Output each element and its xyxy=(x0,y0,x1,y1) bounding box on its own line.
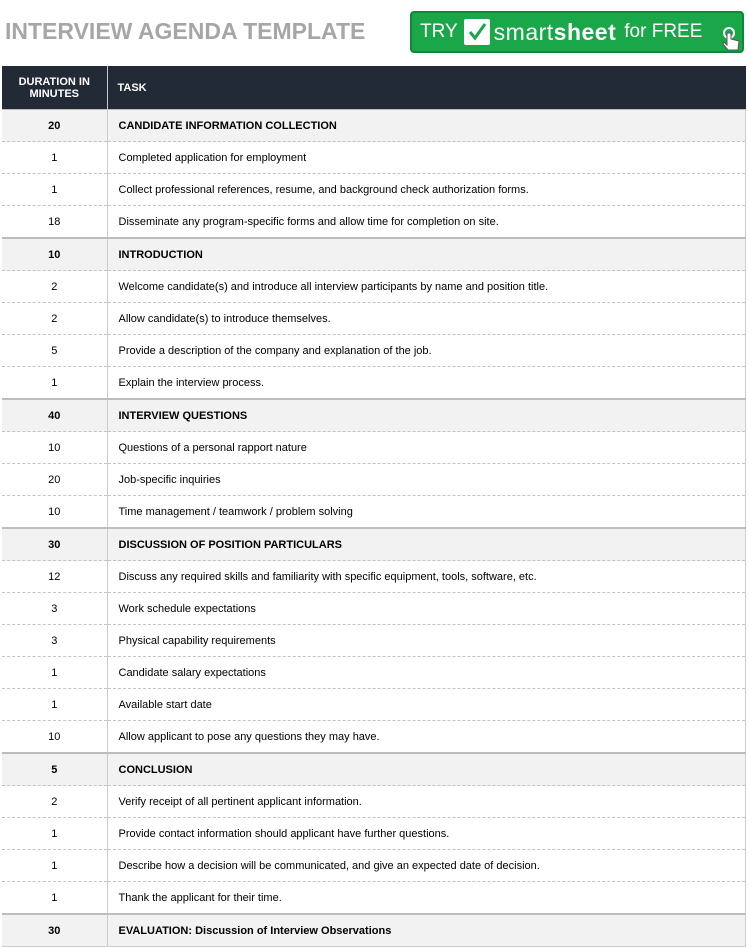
try-smartsheet-free-button[interactable] xyxy=(410,11,744,53)
table-row xyxy=(2,786,746,818)
duration-cell: 1 xyxy=(2,174,107,206)
section-row xyxy=(2,238,746,271)
duration-cell: 10 xyxy=(2,496,107,529)
duration-cell: 1 xyxy=(2,367,107,400)
pointer-hand-icon xyxy=(719,27,743,57)
table-row xyxy=(2,464,746,496)
task-cell: Completed application for employment xyxy=(107,142,746,174)
duration-cell: 1 xyxy=(2,818,107,850)
table-row xyxy=(2,142,746,174)
task-cell: Allow applicant to pose any questions they may have. xyxy=(107,721,746,754)
task-cell: Provide a description of the company and explanation of the job. xyxy=(107,335,746,367)
task-cell: CANDIDATE INFORMATION COLLECTION xyxy=(107,110,746,142)
table-row xyxy=(2,721,746,754)
task-cell: Available start date xyxy=(107,689,746,721)
task-cell: INTRODUCTION xyxy=(107,238,746,271)
task-cell: Thank the applicant for their time. xyxy=(107,882,746,915)
task-cell: Allow candidate(s) to introduce themselves. xyxy=(107,303,746,335)
duration-cell: 1 xyxy=(2,882,107,915)
table-row xyxy=(2,593,746,625)
duration-cell: 5 xyxy=(2,335,107,367)
table-row xyxy=(2,850,746,882)
task-cell: CONCLUSION xyxy=(107,753,746,786)
agenda-table xyxy=(2,66,746,947)
promo-free-label: for FREE xyxy=(624,21,703,42)
duration-cell: 1 xyxy=(2,657,107,689)
task-cell: Collect professional references, resume, and background check authorization forms. xyxy=(107,174,746,206)
duration-cell: 2 xyxy=(2,786,107,818)
duration-cell: 1 xyxy=(2,850,107,882)
duration-cell: 2 xyxy=(2,271,107,303)
duration-cell: 18 xyxy=(2,206,107,239)
duration-cell: 5 xyxy=(2,753,107,786)
duration-cell: 3 xyxy=(2,593,107,625)
section-row xyxy=(2,753,746,786)
duration-header-line1: DURATION IN xyxy=(18,75,90,88)
table-row xyxy=(2,818,746,850)
duration-cell: 20 xyxy=(2,110,107,142)
table-row xyxy=(2,625,746,657)
task-cell: Welcome candidate(s) and introduce all interview participants by name and position title. xyxy=(107,271,746,303)
section-row xyxy=(2,914,746,947)
duration-header-line2: MINUTES xyxy=(29,87,79,100)
promo-try-label: TRY xyxy=(420,21,458,42)
task-cell: Physical capability requirements xyxy=(107,625,746,657)
task-cell: Verify receipt of all pertinent applicant information. xyxy=(107,786,746,818)
task-cell: Disseminate any program-specific forms and allow time for completion on site. xyxy=(107,206,746,239)
task-cell: Questions of a personal rapport nature xyxy=(107,432,746,464)
promo-brand-bold: sheet xyxy=(553,18,617,45)
duration-cell: 10 xyxy=(2,238,107,271)
duration-cell: 20 xyxy=(2,464,107,496)
task-cell: Provide contact information should applicant have further questions. xyxy=(107,818,746,850)
promo-brand xyxy=(494,19,617,46)
table-row xyxy=(2,335,746,367)
task-cell: EVALUATION: Discussion of Interview Observations xyxy=(107,914,746,947)
agenda-body xyxy=(2,110,746,947)
task-cell: INTERVIEW QUESTIONS xyxy=(107,399,746,432)
task-cell: Candidate salary expectations xyxy=(107,657,746,689)
duration-cell: 10 xyxy=(2,721,107,754)
duration-cell: 3 xyxy=(2,625,107,657)
checkmark-icon xyxy=(464,19,490,45)
section-row xyxy=(2,399,746,432)
duration-cell: 1 xyxy=(2,142,107,174)
task-cell: Explain the interview process. xyxy=(107,367,746,400)
table-row xyxy=(2,174,746,206)
task-cell: Job-specific inquiries xyxy=(107,464,746,496)
task-cell: Describe how a decision will be communicated, and give an expected date of decision. xyxy=(107,850,746,882)
table-row xyxy=(2,432,746,464)
promo-brand-light: smart xyxy=(493,18,554,45)
task-cell: DISCUSSION OF POSITION PARTICULARS xyxy=(107,528,746,561)
duration-cell: 40 xyxy=(2,399,107,432)
duration-cell: 10 xyxy=(2,432,107,464)
table-row xyxy=(2,303,746,335)
table-row xyxy=(2,496,746,529)
table-row xyxy=(2,657,746,689)
task-cell: Work schedule expectations xyxy=(107,593,746,625)
table-row xyxy=(2,271,746,303)
page-title: INTERVIEW AGENDA TEMPLATE xyxy=(5,18,366,44)
task-column-header: TASK xyxy=(107,66,746,110)
table-row xyxy=(2,367,746,400)
duration-cell: 2 xyxy=(2,303,107,335)
duration-cell: 30 xyxy=(2,914,107,947)
section-row xyxy=(2,110,746,142)
table-row xyxy=(2,206,746,239)
table-header-row xyxy=(2,66,746,110)
task-cell: Time management / teamwork / problem solving xyxy=(107,496,746,529)
duration-column-header xyxy=(2,66,107,110)
duration-cell: 30 xyxy=(2,528,107,561)
table-row xyxy=(2,689,746,721)
table-row xyxy=(2,882,746,915)
section-row xyxy=(2,528,746,561)
duration-cell: 12 xyxy=(2,561,107,593)
task-cell: Discuss any required skills and familiarity with specific equipment, tools, software, etc. xyxy=(107,561,746,593)
duration-cell: 1 xyxy=(2,689,107,721)
table-row xyxy=(2,561,746,593)
